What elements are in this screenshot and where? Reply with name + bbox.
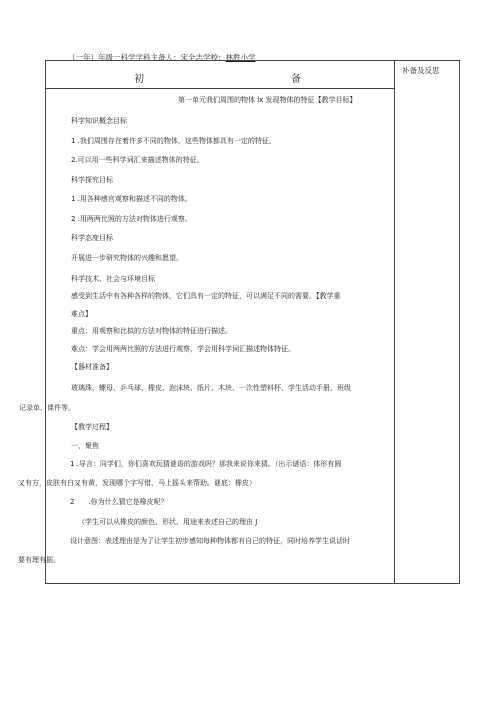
content-line: 开展进一步研究物体的兴趣和愿望。 bbox=[71, 254, 183, 262]
header-prefix: （一年）年级一科学学科主备人：宋全志学校： bbox=[68, 53, 226, 62]
content-line: 2.可以用一些科学词汇来描述物体的特征。 bbox=[71, 156, 204, 164]
content-line: （学生可以从橡皮的颜色、形状、用途来表述自己的理由 J bbox=[78, 518, 258, 526]
column-title-reflection: 补备及反思 bbox=[402, 66, 440, 75]
school-name: 林胜小学 bbox=[225, 53, 256, 62]
content-line: 科学技术、社会与环境目标 bbox=[71, 275, 155, 283]
content-line: 2 .你为什么猜它是橡皮呢？ bbox=[70, 498, 168, 506]
column-title-prepare: 备 bbox=[291, 74, 301, 85]
content-line: 难点：学会用两两比照的方法进行观察，学会用科学词汇描述物体特征。 bbox=[71, 345, 295, 353]
content-line: 【教学过程】 bbox=[71, 423, 113, 431]
content-line: 科学探究目标 bbox=[71, 176, 113, 184]
content-line: 感受到生活中有各种各样的物体，它们具有一定的特征，可以满足不同的需要。【教学重 bbox=[71, 292, 341, 300]
content-line: 一、聚焦 bbox=[71, 442, 99, 450]
content-line: 要有理有据。 bbox=[18, 556, 60, 564]
content-line: 又有方，皮肤有白又有黄，发现哪个字写错，马上摇头来帮助。谜底：橡皮） bbox=[18, 479, 256, 487]
column-title-initial: 初 bbox=[134, 74, 145, 85]
content-line: 重点：用观察和比拟的方法对物体的特征进行描述。 bbox=[71, 327, 232, 335]
content-line: 1 .用各种感官观察和描述不同的物体。 bbox=[71, 195, 192, 203]
unit-title-line: 第一单元我们周围的物体 lx 发现物体的特征【教学目标】 bbox=[178, 96, 357, 104]
content-line: 科学知识概念目标 bbox=[71, 117, 127, 125]
content-line: 1 .我们周围存在着许多不同的物体，这些物体都具有一定的特征。 bbox=[71, 137, 276, 145]
content-line: 记录单、课件等。 bbox=[19, 404, 75, 412]
content-line: 1 .导言：同学们，你们喜欢玩猜谜语的游戏吗？那我来说你来猜。（出示谜语：体形有圆 bbox=[70, 460, 342, 468]
content-line: 设计意图：表述理由是为了让学生初步感知每种物体都有自己的特征，同时培养学生说话时 bbox=[70, 537, 350, 545]
column-divider bbox=[394, 61, 395, 583]
content-line: 【器材准备】 bbox=[71, 363, 113, 371]
content-line: 2 .用两两比照的方法对物体进行观察。 bbox=[71, 215, 192, 223]
content-line: 难点】 bbox=[71, 310, 92, 318]
content-line: 玻璃珠、螺母、乒乓球、橡皮、泡沫块、纸片、木块、一次性塑料杯、学生活动手册、班级 bbox=[71, 384, 351, 392]
content-line: 科学态度目标 bbox=[71, 234, 113, 242]
